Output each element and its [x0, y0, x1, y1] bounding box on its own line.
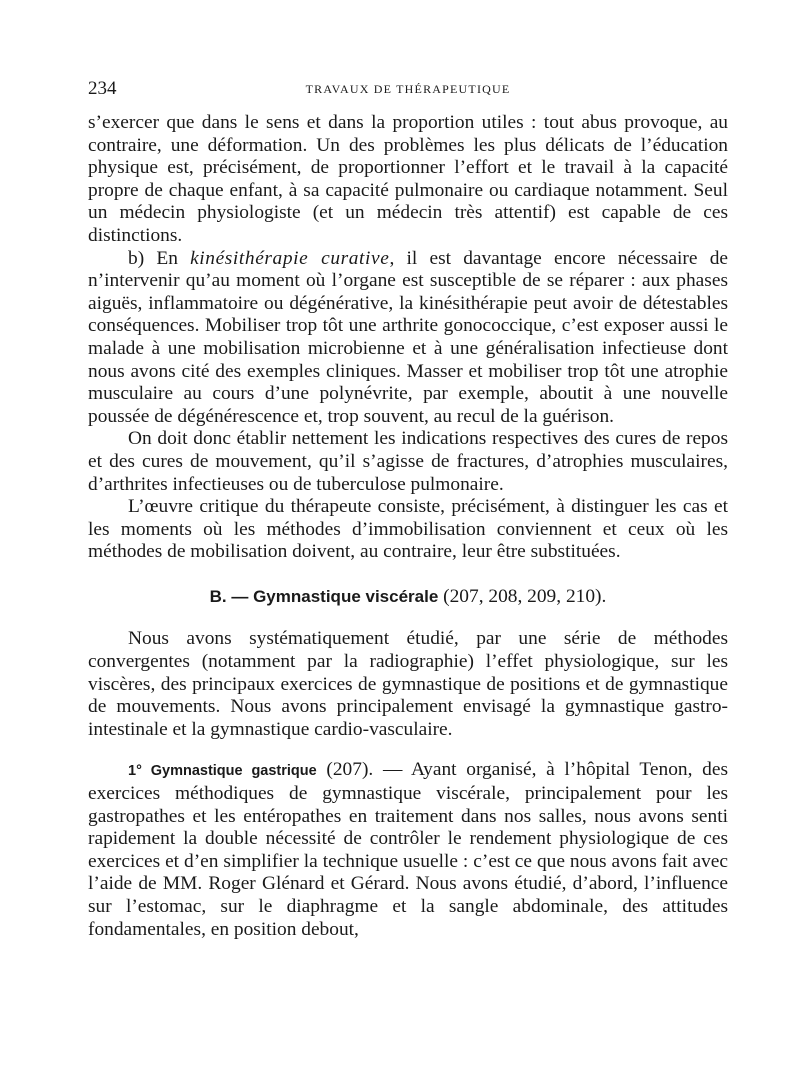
- item-label: b) En: [128, 247, 191, 269]
- page-header: [88, 78, 728, 102]
- section-title: B. — Gymnastique viscérale: [209, 586, 439, 606]
- running-title: TRAVAUX DE THÉRAPEUTIQUE: [305, 82, 511, 96]
- paragraph-kinesitherapie: [88, 248, 728, 429]
- emphasis-term: kinésithérapie curative: [190, 247, 390, 269]
- paragraph-gymnastique-gastrique: [88, 759, 728, 941]
- paragraph-indications: On doit donc établir nettement les indications respectives des cures de repos et des cures de mouvement, qu’il s’agisse de fractures, d’atrophies musculaires, d’arthrites infectieuses ou de tuberculose pulmonaire.: [88, 428, 728, 495]
- paragraph-continuation: s’exercer que dans le sens et dans la proportion utiles : tout abus provoque, au contraire, une déformation. Un des problèmes les plus délicats de l’éducation physique est, précisément, de proportionner l’effort et le travail à la capacité propre de chaque enfant, à sa capacité pulmonaire ou cardiaque notamment. Seul un médecin physiologiste (et un médecin très attentif) est capable de ces distinctions.: [88, 112, 728, 246]
- section-heading: [88, 586, 728, 609]
- section-refs: (207, 208, 209, 210).: [438, 585, 607, 607]
- paragraph-gymnastique-viscerale: Nous avons systématiquement étudié, par une série de méthodes convergentes (notamment par la radiographie) l’effet physiologique, sur les viscères, des principaux exercices de gymnastique de positions et de gymnastique de mouvements. Nous avons principalement envisagé la gymnastique gastro-intestinale et la gymnastique cardio-vasculaire.: [88, 628, 728, 740]
- paragraph-oeuvre-critique: L’œuvre critique du thérapeute consiste, précisément, à distinguer les cas et les moments où les méthodes d’immobilisation conviennent et ceux où les méthodes de mobilisation doivent, au contraire, leur être substituées.: [88, 496, 728, 563]
- body-text: [88, 112, 728, 941]
- paragraph-text: , il est davantage encore nécessaire de n’intervenir qu’au moment où l’organe est susceptible de se réparer : aux phases aiguës, inflammatoire ou dégénérative, la kinésithérapie peut avoir de détestables conséquences. Mobiliser trop tôt une arthrite gonococcique, c’est exposer aussi le malade à une mobilisation microbienne et à une généralisation infectieuse dont nous avons cité des exemples cliniques. Masser et mobiliser trop tôt une atrophie musculaire au cours d’une polynévrite, par exemple, aboutit à une nouvelle poussée de dégénérescence et, trop souvent, au recul de la guérison.: [88, 247, 728, 427]
- paragraph-text: — Ayant organisé, à l’hôpital Tenon, des exercices méthodiques de gymnastique viscérale, principalement pour les gastropathes et les entéropathes en traitement dans nos salles, nous avons senti rapidement la double nécessité de contrôler le rendement physiologique de ces exercices et d’en simplifier la technique usuelle : c’est ce que nous avons fait avec l’aide de MM. Roger Glénard et Gérard. Nous avons étudié, d’abord, l’influence sur l’estomac, sur le diaphragme et la sangle abdominale, des attitudes fondamentales, en position debout,: [88, 759, 728, 940]
- page-number: 234: [88, 78, 117, 99]
- subsection-title: 1° Gymnastique gastrique: [128, 763, 317, 780]
- subsection-ref: (207).: [316, 759, 374, 781]
